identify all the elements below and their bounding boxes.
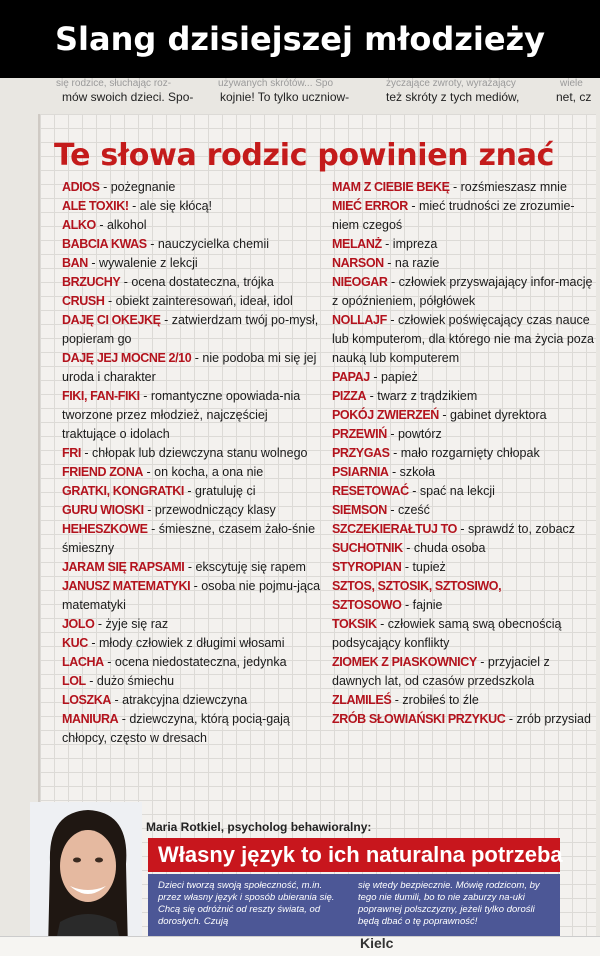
slang-term: STYROPIAN (332, 560, 402, 574)
slang-definition: - obiekt zainteresowań, ideał, idol (107, 294, 293, 308)
slang-definition: - romantyczne opowiada-nia tworzone przez młodzież, najczęściej traktujące o idolach (62, 389, 301, 441)
slang-entry (332, 482, 596, 501)
slang-definition: - dziewczyna, którą pocią-gają chłopcy, często w dresach (62, 712, 290, 745)
slang-term: BABCIA KWAS (62, 237, 147, 251)
cut-text: używanych skrótów... Spo (218, 78, 334, 89)
slang-term: PRZEWIŃ (332, 427, 387, 441)
slang-entry (62, 520, 324, 558)
slang-entry (332, 197, 596, 235)
slang-definition: - przewodniczący klasy (147, 503, 276, 517)
slang-entry (332, 520, 596, 539)
slang-term: GURU WIOSKI (62, 503, 144, 517)
slang-entry (332, 178, 596, 197)
slang-definition: - ocena dostateczna, trójka (123, 275, 274, 289)
slang-entry (332, 539, 596, 558)
slang-definition: - rozśmieszasz mnie (453, 180, 567, 194)
slang-term: SUCHOTNIK (332, 541, 403, 555)
slang-term: DAJĘ CI OKEJKĘ (62, 313, 161, 327)
slang-entry (332, 254, 596, 273)
slang-term: JARAM SIĘ RAPSAMI (62, 560, 185, 574)
slang-term: FIKI, FAN-FIKI (62, 389, 140, 403)
slang-definition: - chłopak lub dziewczyna stanu wolnego (84, 446, 308, 460)
slang-entry (332, 558, 596, 577)
slang-definition: - zrób przysiad (508, 712, 591, 726)
expert-headline: Własny język to ich naturalna potrzeba (148, 838, 560, 872)
fragment-text: net, cz (556, 90, 592, 104)
expert-comment-box (0, 794, 600, 956)
slang-term: BAN (62, 256, 88, 270)
slang-entry (62, 292, 324, 311)
slang-term: NIEOGAR (332, 275, 388, 289)
slang-entry (62, 653, 324, 672)
slang-term: MAM Z CIEBIE BEKĘ (332, 180, 450, 194)
slang-definition: - śmieszne, czasem żało-śnie śmieszny (62, 522, 316, 555)
slang-definition: - szkoła (392, 465, 436, 479)
slang-term: GRATKI, KONGRATKI (62, 484, 184, 498)
slang-term: TOKSIK (332, 617, 377, 631)
slang-term: ZIOMEK Z PIASKOWNICY (332, 655, 477, 669)
slang-entry (62, 216, 324, 235)
slang-entry (332, 710, 596, 729)
slang-entry (62, 615, 324, 634)
slang-entry (332, 501, 596, 520)
slang-term: CRUSH (62, 294, 105, 308)
slang-entry (62, 558, 324, 577)
slang-entry (332, 691, 596, 710)
slang-definition: - człowiek poświęcający czas nauce lub komputerom, dla którego nie ma życia poza nauką lub komputerem (332, 313, 594, 365)
slang-entry (332, 444, 596, 463)
slang-definition: - chuda osoba (406, 541, 486, 555)
slang-definition: - ale się kłócą! (132, 199, 212, 213)
slang-term: POKÓJ ZWIERZEŃ (332, 408, 439, 422)
slang-definition: - tupież (404, 560, 446, 574)
slang-definition: - alkohol (99, 218, 147, 232)
slang-entry (332, 577, 596, 596)
expert-attribution: Maria Rotkiel, psycholog behawioralny: (146, 820, 372, 834)
slang-term: JOLO (62, 617, 95, 631)
slang-term: DAJĘ JEJ MOCNE 2/10 (62, 351, 192, 365)
slang-definition: - gabinet dyrektora (442, 408, 547, 422)
slang-entry (332, 311, 596, 368)
slang-entry (62, 463, 324, 482)
slang-term: PAPAJ (332, 370, 370, 384)
slang-definition: - przyjaciel z dawnych lat, od czasów przedszkola (332, 655, 550, 688)
slang-definition: - dużo śmiechu (89, 674, 175, 688)
slang-entry (62, 178, 324, 197)
slang-definition: - człowiek przyswajający infor-mację z opóźnieniem, półgłówek (332, 275, 593, 308)
slang-definition: - nauczycielka chemii (150, 237, 269, 251)
slang-term: SZCZEKIERAŁTUJ TO (332, 522, 457, 536)
slang-entry (62, 197, 324, 216)
slang-definition: - fajnie (404, 598, 443, 612)
slang-entry (332, 368, 596, 387)
slang-entry (332, 273, 596, 311)
slang-definition: - twarz z trądzikiem (369, 389, 478, 403)
slang-term: ZLAMILEŚ (332, 693, 392, 707)
slang-term: NARSON (332, 256, 384, 270)
slang-entry (332, 387, 596, 406)
slang-entry (332, 596, 596, 615)
slang-definition: - na razie (387, 256, 440, 270)
cut-text: się rodzice, słuchając roz- (56, 78, 172, 89)
slang-definition: - papież (373, 370, 418, 384)
slang-entry (62, 235, 324, 254)
previous-article-fragment (0, 78, 600, 108)
slang-term: ZRÓB SŁOWIAŃSKI PRZYKUC (332, 712, 506, 726)
quote-right: się wtedy bezpiecznie. Mówię rodzicom, by tego nie tłumili, bo to nie zaburzy na-uki poprawnej polszczyzny, jeżeli tylko dorośli będą dbać o tę poprawność! (358, 880, 540, 927)
slang-definition: - wywalenie z lekcji (91, 256, 198, 270)
slang-entry (62, 311, 324, 349)
article-heading: Te słowa rodzic powinien znać (54, 138, 555, 173)
slang-term: SZTOSOWO (332, 598, 402, 612)
meme-title: Slang dzisiejszej młodzieży (55, 20, 545, 58)
psychologist-photo (30, 802, 142, 950)
slang-term: HEHESZKOWE (62, 522, 148, 536)
slang-definition: - spać na lekcji (412, 484, 495, 498)
slang-term: PRZYGAS (332, 446, 390, 460)
slang-entry (332, 653, 596, 691)
slang-term: PIZZA (332, 389, 367, 403)
cut-text: wiele (560, 78, 583, 89)
slang-entry (62, 634, 324, 653)
fragment-text: też skróty z tych mediów, (386, 90, 520, 104)
slang-term: ADIOS (62, 180, 100, 194)
glossary-left-column (62, 178, 324, 748)
slang-term: MANIURA (62, 712, 119, 726)
slang-definition: - młody człowiek z długimi włosami (91, 636, 285, 650)
fragment-text: mów swoich dzieci. Spo- (62, 90, 194, 104)
slang-term: BRZUCHY (62, 275, 121, 289)
slang-entry (62, 273, 324, 292)
slang-term: SIEMSON (332, 503, 387, 517)
slang-entry (62, 691, 324, 710)
slang-term: MIEĆ ERROR (332, 199, 408, 213)
glossary-right-column (332, 178, 596, 729)
next-page-fragment (0, 936, 600, 956)
next-headline-fragment: Kielc (360, 935, 394, 951)
slang-definition: - mieć trudności ze zrozumie-niem czegoś (332, 199, 575, 232)
slang-term: SZTOS, SZTOSIK, SZTOSIWO, (332, 579, 502, 593)
slang-definition: - ocena niedostateczna, jedynka (107, 655, 287, 669)
slang-definition: - cześć (390, 503, 430, 517)
slang-term: LOL (62, 674, 86, 688)
slang-term: MELANŻ (332, 237, 382, 251)
slang-entry (62, 577, 324, 615)
slang-definition: - powtórz (390, 427, 442, 441)
slang-definition: - zrobiłeś to źle (394, 693, 479, 707)
slang-definition: - człowiek samą swą obecnością podsycający konflikty (332, 617, 562, 650)
slang-definition: - on kocha, a ona nie (146, 465, 264, 479)
slang-term: LOSZKA (62, 693, 111, 707)
slang-entry (62, 387, 324, 444)
fragment-text: kojnie! To tylko uczniow- (220, 90, 350, 104)
slang-entry (62, 710, 324, 748)
newspaper-photo (0, 78, 600, 956)
slang-entry (332, 463, 596, 482)
slang-term: NOLLAJF (332, 313, 387, 327)
slang-entry (332, 406, 596, 425)
slang-definition: - osoba nie pojmu-jąca matematyki (62, 579, 321, 612)
slang-definition: - atrakcyjna dziewczyna (114, 693, 248, 707)
slang-entry (62, 672, 324, 691)
slang-entry (62, 254, 324, 273)
slang-entry (62, 501, 324, 520)
slang-term: PSIARNIA (332, 465, 389, 479)
slang-entry (332, 235, 596, 254)
slang-definition: - impreza (385, 237, 438, 251)
slang-entry (62, 444, 324, 463)
slang-entry (62, 482, 324, 501)
slang-term: FRI (62, 446, 81, 460)
meme-title-banner (0, 0, 600, 78)
slang-term: JANUSZ MATEMATYKI (62, 579, 191, 593)
slang-term: RESETOWAĆ (332, 484, 409, 498)
slang-definition: - gratuluję ci (187, 484, 256, 498)
slang-term: LACHA (62, 655, 104, 669)
slang-term: KUC (62, 636, 88, 650)
slang-definition: - zatwierdzam twój po-mysł, popieram go (62, 313, 319, 346)
quote-left: Dzieci tworzą swoją społeczność, m.in. przez własny język i sposób ubierania się. Chcą się odróżnić od reszty świata, od dorosłych. Czują (158, 880, 335, 927)
cut-text: życzające zwroty, wyrażający (386, 78, 516, 89)
slang-definition: - mało rozgarnięty chłopak (393, 446, 540, 460)
slang-definition: - ekscytuję się rapem (187, 560, 306, 574)
slang-definition: - żyje się raz (97, 617, 169, 631)
slang-term: FRIEND ZONA (62, 465, 144, 479)
slang-entry (332, 425, 596, 444)
slang-definition: - sprawdź to, zobacz (460, 522, 576, 536)
slang-definition: - nie podoba mi się jej uroda i charakter (62, 351, 317, 384)
slang-entry (332, 615, 596, 653)
slang-entry (62, 349, 324, 387)
slang-term: ALE TOXIK! (62, 199, 129, 213)
slang-term: ALKO (62, 218, 96, 232)
slang-definition: - pożegnanie (103, 180, 176, 194)
